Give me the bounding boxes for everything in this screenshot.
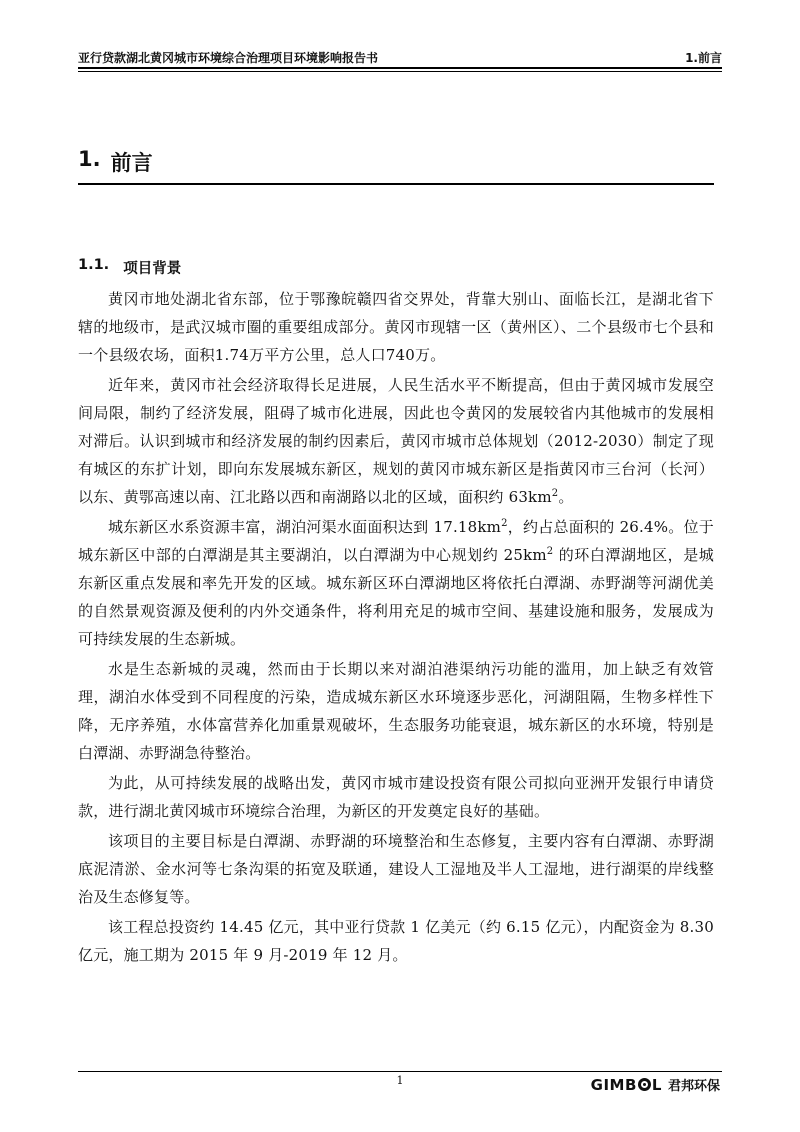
paragraph-6: 该项目的主要目标是白潭湖、赤野湖的环境整治和生态修复，主要内容有白潭湖、赤野湖底泥清淤、金水河等七条沟渠的拓宽及联通，建设人工湿地及半人工湿地，进行湖渠的岸线整治及生态修复等。 [78,832,714,906]
paragraph-5: 为此，从可持续发展的战略出发，黄冈市城市建设投资有限公司拟向亚洲开发银行申请贷款，进行湖北黄冈城市环境综合治理，为新区的开发奠定良好的基础。 [78,774,714,820]
chapter-divider [78,183,714,185]
section-heading [78,257,181,278]
logo-o-icon [638,1078,651,1091]
superscript: 2 [551,488,559,499]
logo-suffix: L [651,1075,662,1094]
paragraph-7: 该工程总投资约 14.45 亿元，其中亚行贷款 1 亿美元（约 6.15 亿元），内配资金为 8.30 亿元，施工期为 2015 年 9 月-2019 年 12 月。 [78,918,714,964]
superscript: 2 [501,518,508,529]
header-divider [78,67,722,69]
chapter-number: 1. [78,147,101,171]
logo-prefix: GIMB [590,1075,637,1094]
paragraph-2-end: 。 [558,488,574,506]
header-section: 1.前言 [685,51,722,65]
paragraph-3 [78,513,714,653]
paragraph-3-text-b: ，约占总面积的 26.4%。位于城东新区中部的白潭湖是其主要湖泊，以白潭湖为中心规划约 25km [78,518,714,564]
paragraph-2 [78,371,714,511]
paragraph-2-text: 近年来，黄冈市社会经济取得长足进展，人民生活水平不断提高，但由于黄冈城市发展空间局限，制约了经济发展，阻碍了城市化进展，因此也令黄冈的发展较省内其他城市的发展相对滞后。认识到城市和经济发展的制约因素后，黄冈市城市总体规划（2012-2030）制定了现有城区的东扩计划，即向东发展城东新区，规划的黄冈市城东新区是指黄冈市三台河（长河）以东、黄鄂高速以南、江北路以西和南湖路以北的区域，面积约 63km [78,376,714,506]
footer-divider [78,1071,722,1072]
header-divider-thin [78,71,722,72]
paragraph-3-text-c: 的环白潭湖地区，是城东新区重点发展和率先开发的区域。城东新区环白潭湖地区将依托白潭湖、赤野湖等河湖优美的自然景观资源及便利的内外交通条件，将利用充足的城市空间、基建设施和服务，发展成为可持续发展的生态新城。 [78,546,714,648]
logo-chinese: 君邦环保 [667,1079,720,1094]
logo-wordmark [591,1076,662,1094]
paragraph-3-text-a: 城东新区水系资源丰富，湖泊河渠水面面积达到 17.18km [108,518,502,536]
superscript: 2 [546,546,554,557]
chapter-heading [78,147,153,177]
company-logo [591,1075,720,1094]
chapter-title: 前言 [110,151,153,175]
section-number: 1.1. [78,257,110,273]
paragraph-1: 黄冈市地处湖北省东部，位于鄂豫皖赣四省交界处，背靠大别山、面临长江，是湖北省下辖的地级市，是武汉城市圈的重要组成部分。黄冈市现辖一区（黄州区）、二个县级市七个县和一个县级农场，面积1.74万平方公里，总人口740万。 [78,290,714,364]
body-text [78,285,714,971]
header-title: 亚行贷款湖北黄冈城市环境综合治理项目环境影响报告书 [78,51,379,65]
paragraph-4: 水是生态新城的灵魂，然而由于长期以来对湖泊港渠纳污功能的滥用，加上缺乏有效管理，湖泊水体受到不同程度的污染，造成城东新区水环境逐步恶化，河湖阻隔，生物多样性下降，无序养殖，水体富营养化加重景观破坏，生态服务功能衰退，城东新区的水环境，特别是白潭湖、赤野湖急待整治。 [78,660,714,762]
page-header [78,44,722,66]
section-title: 项目背景 [123,261,182,277]
page-number: 1 [396,1074,404,1087]
